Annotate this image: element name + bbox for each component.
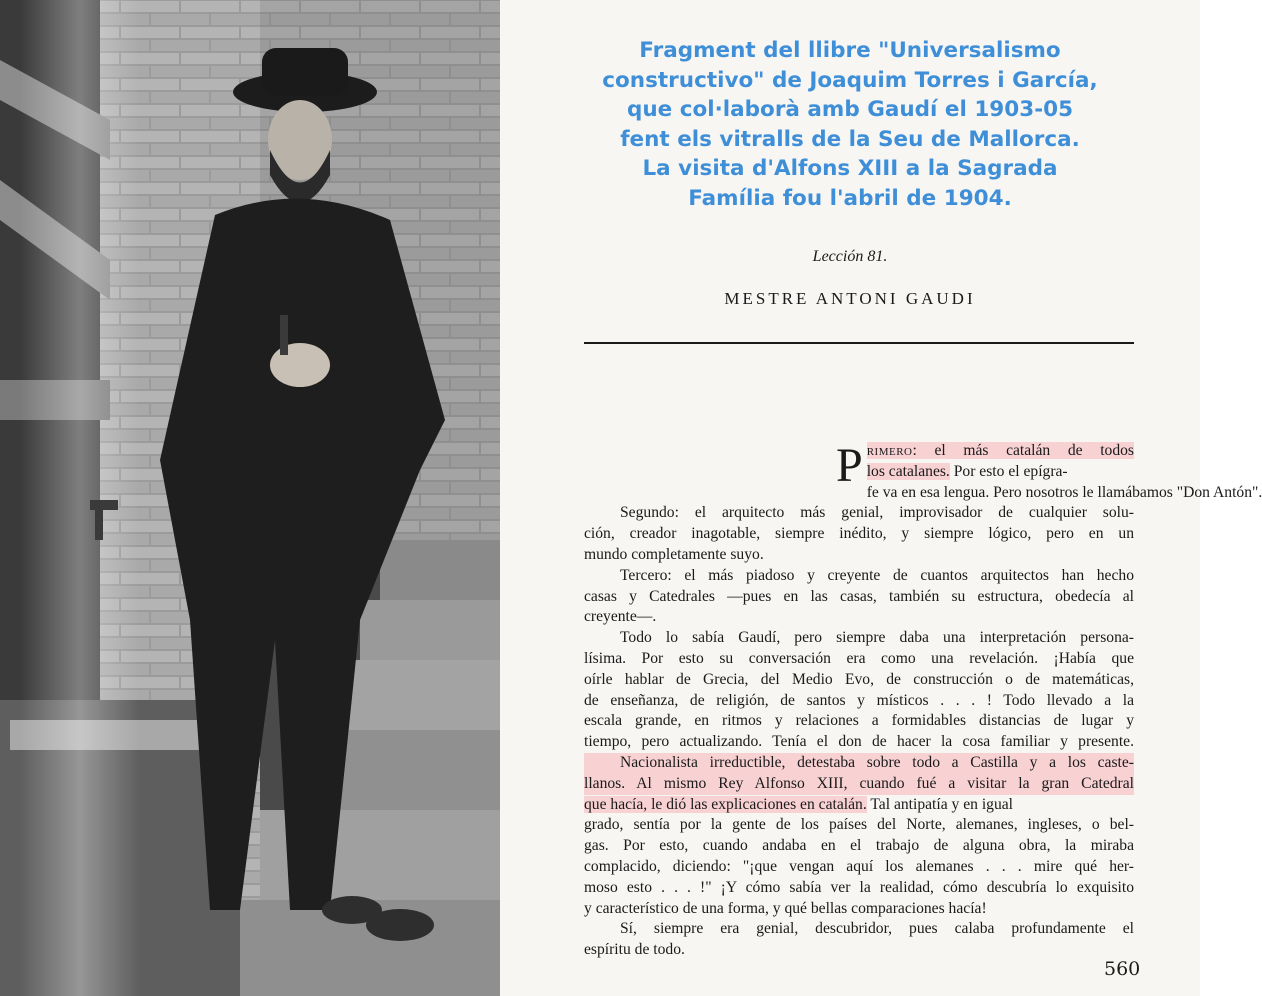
chapter-title: MESTRE ANTONI GAUDI (724, 289, 976, 308)
caption-line: Fragment del llibre "Universalismo (639, 38, 1061, 63)
page-number: 560 (1104, 958, 1141, 980)
caption-line: constructivo" de Joaquim Torres i García, (602, 67, 1098, 93)
text-line: tiempo, pero actualizando. Tenía el don de hacer la cosa familiar y presente. (584, 733, 1134, 751)
caption-line: Família fou l'abril de 1904. (688, 185, 1012, 211)
text-line: de enseñanza, de religión, de santos y místicos . . . ! Todo llevado a la (584, 691, 1134, 709)
text-line: Primero: el más catalán de todos (836, 439, 1134, 492)
caption-line: La visita d'Alfons XIII a la Sagrada (642, 156, 1058, 181)
text-line-highlighted: Nacionalista irreductible, detestaba sobre todo a Castilla y a los caste- (584, 753, 1134, 774)
historical-photograph (0, 0, 500, 996)
text-line: creyente—. (584, 608, 657, 626)
text-line: casas y Catedrales —pues en las casas, también su estructura, obedecía al (584, 587, 1134, 605)
text-line: mundo completamente suyo. (584, 545, 764, 563)
text-line: gas. Por esto, cuando andaba en el trabajo de alguna obra, la miraba (584, 837, 1134, 855)
text-line: y característico de una forma, y qué bellas comparaciones hacía! (584, 899, 987, 917)
text-line: lísima. Por esto su conversación era como una revelación. ¡Había que (584, 649, 1134, 667)
photo-illustration (0, 0, 500, 996)
text-line: ción, creador inagotable, siempre inédito, y siempre lógico, pero en un (584, 525, 1134, 543)
book-page (500, 0, 1262, 996)
text-line: Sí, siempre era genial, descubridor, pues calaba profundamente el (620, 920, 1134, 938)
text-line-highlighted: llanos. Al mismo Rey Alfonso XIII, cuando fué a visitar la gran Catedral (584, 774, 1134, 795)
text-line: Segundo: el arquitecto más genial, improvisador de cualquier solu- (620, 504, 1134, 522)
caption-line: fent els vitralls de la Seu de Mallorca. (620, 126, 1080, 152)
text-line: oírle hablar de Grecia, del Medio Evo, de construcción o de matemáticas, (584, 670, 1134, 688)
caption-overlay (580, 36, 1120, 213)
first-word: rimero (866, 442, 913, 459)
caption-line: que col·laborà amb Gaudí el 1903-05 (626, 97, 1074, 122)
drop-cap: P (836, 439, 863, 492)
text-line: espíritu de todo. (584, 941, 685, 959)
text-line: que hacía, le dió las explicaciones en catalán. Tal antipatía y en igual (584, 795, 1014, 813)
horizontal-rule (584, 342, 1134, 344)
text-line: los catalanes. Por esto el epígra- (866, 462, 1068, 480)
text-line: grado, sentía por la gente de los países del Norte, alemanes, ingleses, o bel- (584, 816, 1134, 834)
text-line: Todo lo sabía Gaudí, pero siempre daba una interpretación persona- (620, 629, 1134, 647)
text-line: complacido, diciendo: "¡que vengan aquí los alemanes . . . mire qué her- (584, 857, 1134, 875)
body-text (584, 439, 1262, 961)
lesson-heading: Lección 81. (812, 248, 888, 265)
text-line: fe va en esa lengua. Pero nosotros le llamábamos "Don Antón". (866, 483, 1262, 501)
text-line: moso esto . . . !" ¡Y cómo sabía ver la realidad, cómo descubría lo exquisito (584, 878, 1134, 896)
text-line: escala grande, en ritmos y relaciones a formidables distancias de lugar y (584, 712, 1134, 730)
text-line: Tercero: el más piadoso y creyente de cuantos arquitectos han hecho (620, 566, 1134, 584)
